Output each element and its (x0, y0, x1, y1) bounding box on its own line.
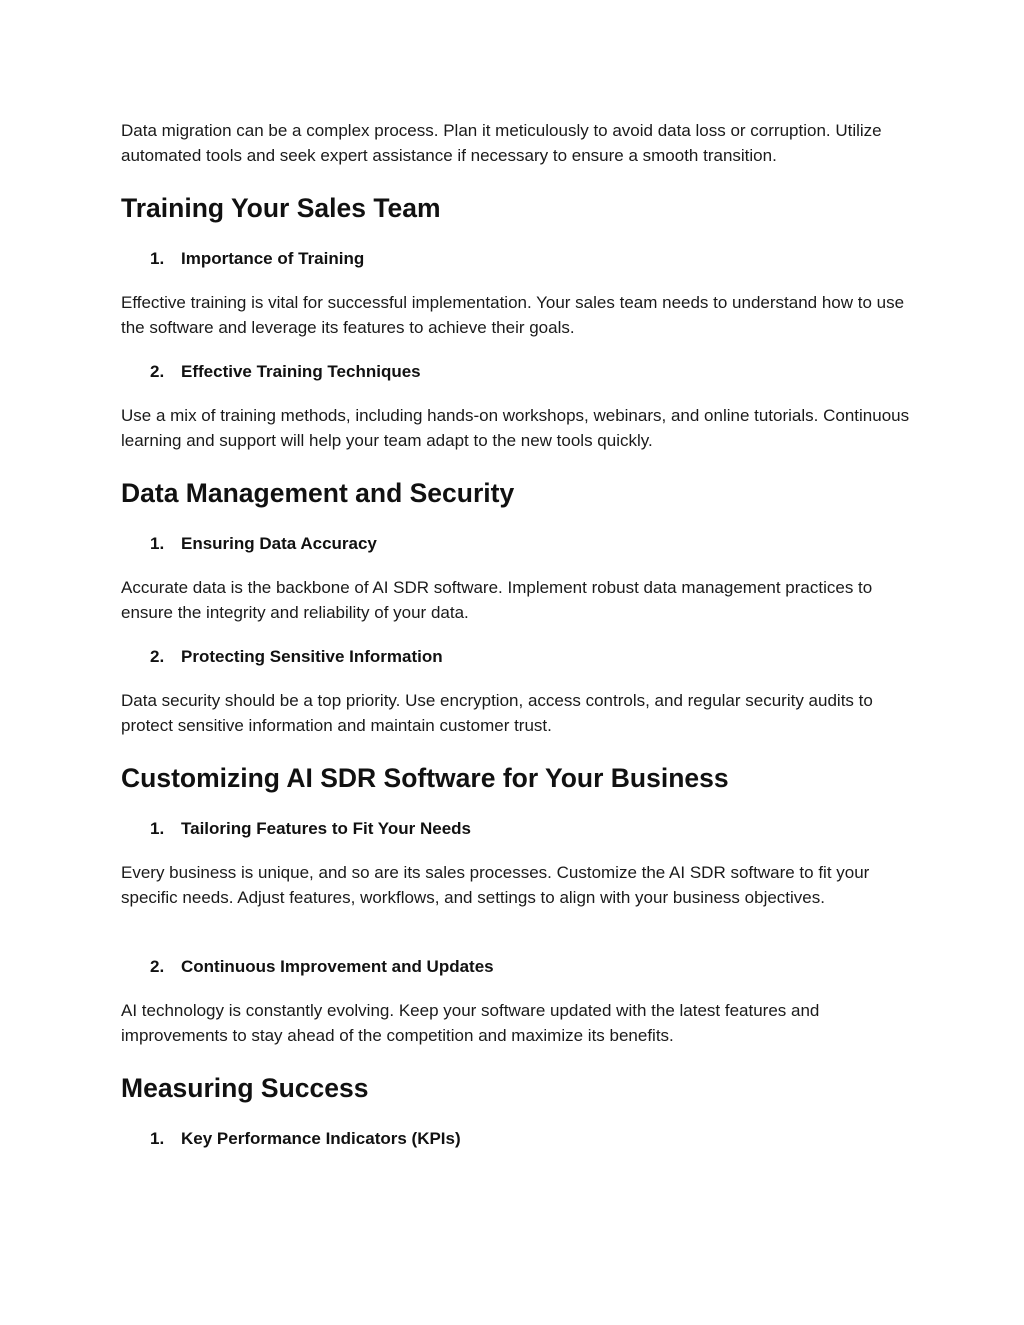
list-item-kpis (150, 1127, 461, 1151)
list-item-title: Protecting Sensitive Information (181, 647, 443, 666)
list-number: 2. (150, 957, 165, 976)
list-item-title: Ensuring Data Accuracy (181, 534, 377, 553)
list-number: 1. (150, 1129, 165, 1148)
list-item-title: Key Performance Indicators (KPIs) (181, 1129, 461, 1148)
paragraph-tailoring-features: Every business is unique, and so are its sales processes. Customize the AI SDR software to fit your specific needs. Adjust features, workflows, and settings to align with your business objectives. (121, 863, 870, 907)
paragraph-effective-training-techniques: Use a mix of training methods, including hands-on workshops, webinars, and online tutorials. Continuous learning and support will help your team adapt to the new tools quickly. (121, 406, 910, 450)
section-heading-training: Training Your Sales Team (121, 193, 441, 223)
section-heading-data-management: Data Management and Security (121, 478, 515, 508)
list-item-title: Effective Training Techniques (181, 362, 421, 381)
list-item-title: Importance of Training (181, 249, 365, 268)
section-heading-measuring-success: Measuring Success (121, 1073, 369, 1103)
list-number: 1. (150, 534, 165, 553)
list-number: 1. (150, 819, 165, 838)
list-number: 2. (150, 362, 165, 381)
list-item-protecting-sensitive-information (150, 645, 443, 669)
list-item-tailoring-features (150, 817, 471, 841)
list-item-ensuring-data-accuracy (150, 532, 377, 556)
paragraph-protecting-sensitive-information: Data security should be a top priority. Use encryption, access controls, and regular security audits to protect sensitive information and maintain customer trust. (121, 691, 873, 735)
list-item-effective-training-techniques (150, 360, 421, 384)
list-item-title: Tailoring Features to Fit Your Needs (181, 819, 471, 838)
list-item-importance-of-training (150, 247, 364, 271)
list-item-continuous-improvement (150, 955, 494, 979)
list-number: 2. (150, 647, 165, 666)
section-heading-customizing: Customizing AI SDR Software for Your Business (121, 763, 729, 793)
paragraph-ensuring-data-accuracy: Accurate data is the backbone of AI SDR software. Implement robust data management practices to ensure the integrity and reliability of your data. (121, 578, 873, 622)
intro-paragraph: Data migration can be a complex process. Plan it meticulously to avoid data loss or corruption. Utilize automated tools and seek expert assistance if necessary to ensure a smooth transition. (121, 121, 882, 165)
list-number: 1. (150, 249, 165, 268)
list-item-title: Continuous Improvement and Updates (181, 957, 494, 976)
paragraph-continuous-improvement: AI technology is constantly evolving. Keep your software updated with the latest features and improvements to stay ahead of the competition and maximize its benefits. (121, 1001, 820, 1045)
paragraph-importance-of-training: Effective training is vital for successful implementation. Your sales team needs to understand how to use the software and leverage its features to achieve their goals. (121, 293, 905, 337)
